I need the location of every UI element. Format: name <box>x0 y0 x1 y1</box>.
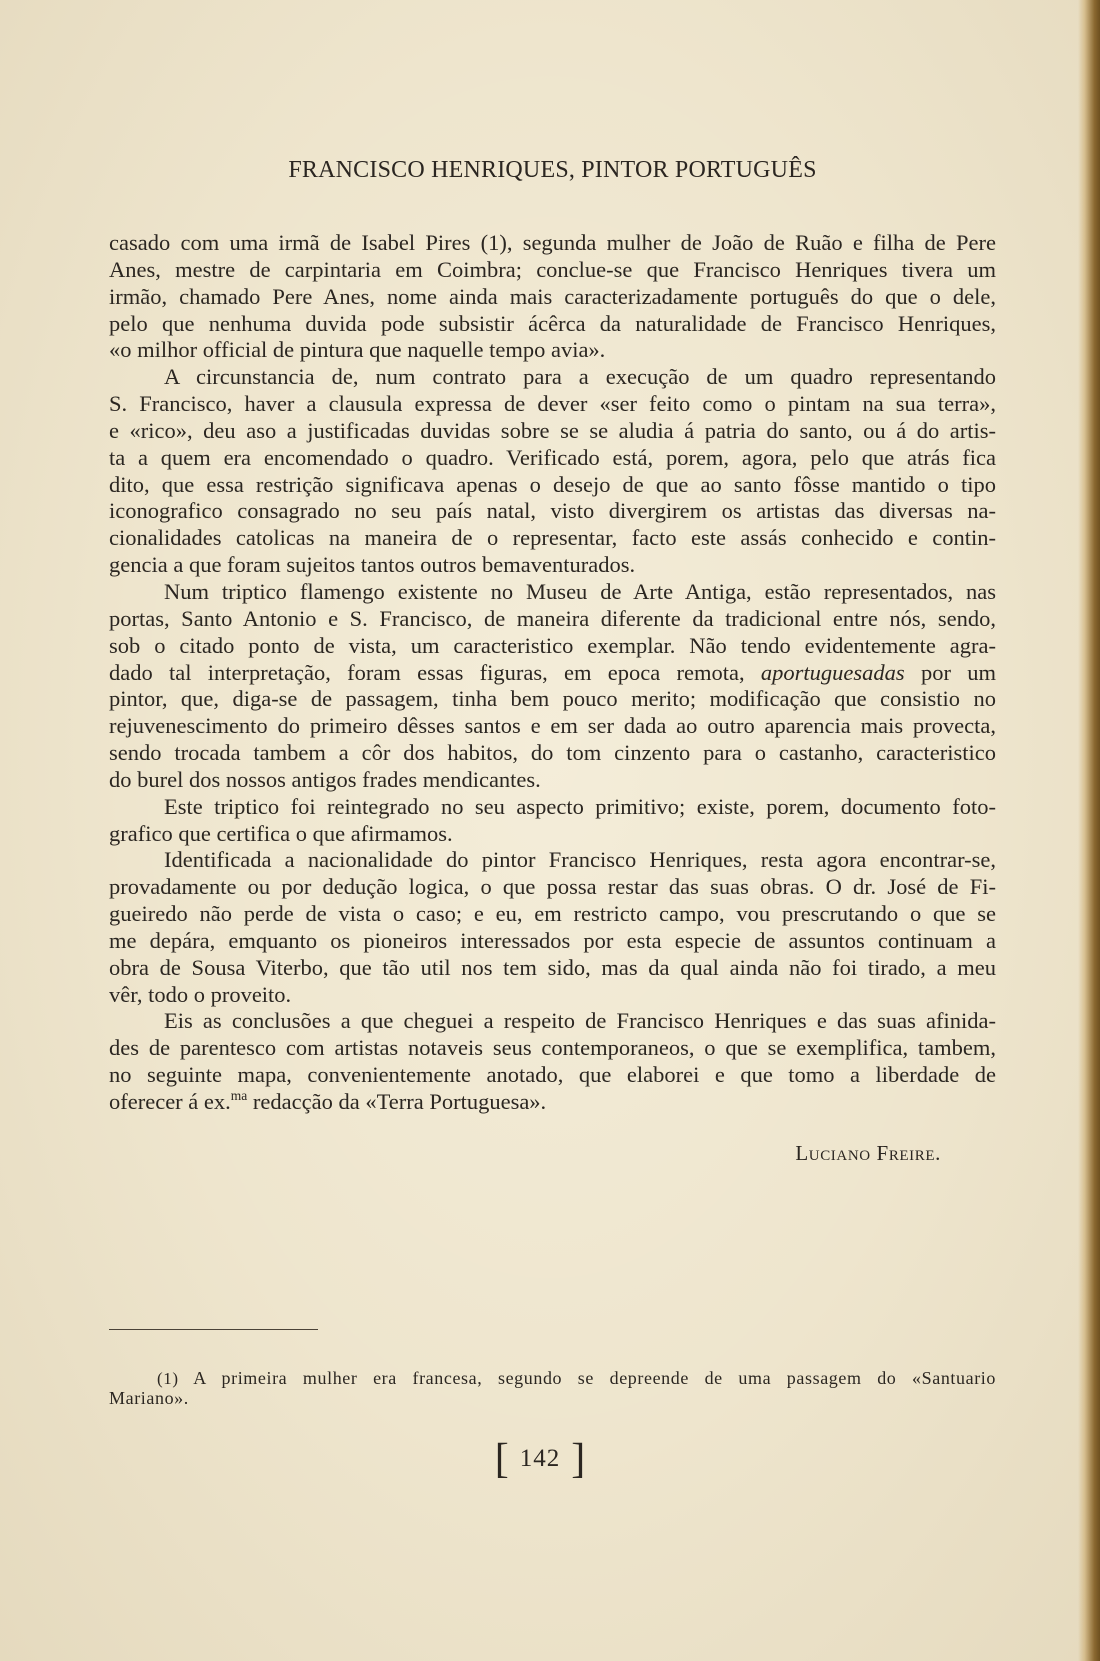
paragraph <box>109 794 996 848</box>
text-line: irmão, chamado Pere Anes, nome ainda mais caracterizadamente português do que o dele, <box>109 283 996 309</box>
text-line: grafico que certifica o que afirmamos. <box>109 820 453 846</box>
italic-emphasis: aportuguesadas <box>760 659 905 685</box>
text-line: iconografico consagrado no seu país natal, visto divergirem os artistas das diversas na- <box>109 498 996 524</box>
page-number-bracket-close: ] <box>571 1436 586 1483</box>
footnote-marker: (1) <box>157 1369 179 1388</box>
text-line: «o milhor official de pintura que naquelle tempo avia». <box>109 337 606 363</box>
text-line: Eis as conclusões a que cheguei a respeito de Francisco Henriques e das suas afinida- <box>164 1008 996 1034</box>
text-line: Identificada a nacionalidade do pintor Francisco Henriques, resta agora encontrar-se, <box>164 847 996 873</box>
text-line: gencia a que foram sujeitos tantos outros bemaventurados. <box>109 552 636 578</box>
text-line: Num triptico flamengo existente no Museu de Arte Antiga, estão representados, nas <box>164 578 996 604</box>
paragraph <box>109 847 996 1008</box>
text-line: e «rico», deu aso a justificadas duvidas sobre se se aludia á patria do santo, ou á do artis- <box>109 417 996 443</box>
text-line: rejuvenescimento do primeiro dêsses santos e em ser dada ao outro aparencia mais provecta, <box>109 713 996 739</box>
text-line: ta a quem era encomendado o quadro. Verificado está, porem, agora, pelo que atrás fica <box>109 444 996 470</box>
paragraph <box>109 579 996 794</box>
text-line: me depára, emquanto os pioneiros interessados por esta especie de assuntos continuam a <box>109 927 996 953</box>
text-line: provadamente ou por dedução logica, o que possa restar das suas obras. O dr. José de Fi- <box>109 874 996 900</box>
text-line: gueiredo não perde de vista o caso; e eu, em restricto campo, vou prescrutando o que se <box>109 901 996 927</box>
text-line: Este triptico foi reintegrado no seu aspecto primitivo; existe, porem, documento foto- <box>164 793 996 819</box>
text-line: obra de Sousa Viterbo, que tão util nos tem sido, mas da qual ainda não foi tirado, a meu <box>109 954 996 980</box>
text-line: pintor, que, diga-se de passagem, tinha bem pouco merito; modificação que consistio no <box>109 686 996 712</box>
text-segment: dado tal interpretação, foram essas figuras, em epoca remota, <box>109 659 761 685</box>
text-segment: por um <box>904 659 996 685</box>
text-line: no seguinte mapa, convenientemente anotado, que elaborei e que tomo a liberdade de <box>109 1062 996 1088</box>
text-line: do burel dos nossos antigos frades mendicantes. <box>109 766 541 792</box>
text-line: des de parentesco com artistas notaveis seus contemporaneos, o que se exemplifica, tambem, <box>109 1035 996 1061</box>
text-line: sob o citado ponto de vista, um caracteristico exemplar. Não tendo evidentemente agra- <box>109 632 996 658</box>
text-line: pelo que nenhuma duvida pode subsistir ácêrca da naturalidade de Francisco Henriques, <box>109 310 996 336</box>
text-line: cionalidades catolicas na maneira de o representar, facto este assás conhecido e contin- <box>109 525 996 551</box>
text-line: portas, Santo Antonio e S. Francisco, de maneira diferente da tradicional entre nós, sendo, <box>109 605 996 631</box>
footnote-rule <box>109 1329 318 1330</box>
text-line: dito, que essa restrição significava apenas o desejo de que ao santo fôsse mantido o tipo <box>109 471 996 497</box>
page-number-bracket-open: [ <box>494 1436 509 1483</box>
page-binding-edge <box>1078 0 1100 1661</box>
page-number <box>440 1436 640 1482</box>
text-line: A circunstancia de, num contrato para a execução de um quadro representando <box>164 364 996 390</box>
footnote-line: Mariano». <box>109 1388 189 1408</box>
paragraph <box>109 364 996 579</box>
running-head: FRANCISCO HENRIQUES, PINTOR PORTUGUÊS <box>288 157 817 183</box>
text-segment: oferecer á ex. <box>109 1089 231 1114</box>
author-signature: Luciano Freire. <box>795 1141 941 1165</box>
paragraph <box>109 1008 996 1115</box>
superscript: ma <box>230 1088 248 1104</box>
footnote-line <box>109 1368 996 1388</box>
page-number-value: 142 <box>519 1445 561 1473</box>
text-line: vêr, todo o proveito. <box>109 981 292 1007</box>
text-line <box>109 660 996 687</box>
body-text <box>109 230 996 1116</box>
paragraph <box>109 230 996 364</box>
footnote <box>109 1368 996 1408</box>
text-line: casado com uma irmã de Isabel Pires (1), segunda mulher de João de Ruão e filha de Pere <box>109 230 996 255</box>
footnote-text: A primeira mulher era francesa, segundo se depreende de uma passagem do «Santuario <box>193 1368 997 1388</box>
text-line <box>109 1089 996 1116</box>
text-line: S. Francisco, haver a clausula expressa de dever «ser feito como o pintam na sua terra», <box>109 391 996 417</box>
text-line: sendo trocada tambem a côr dos habitos, do tom cinzento para o castanho, caracteristico <box>109 740 996 766</box>
text-line: Anes, mestre de carpintaria em Coimbra; conclue-se que Francisco Henriques tivera um <box>109 256 996 282</box>
text-segment: redacção da «Terra Portuguesa». <box>247 1089 547 1114</box>
